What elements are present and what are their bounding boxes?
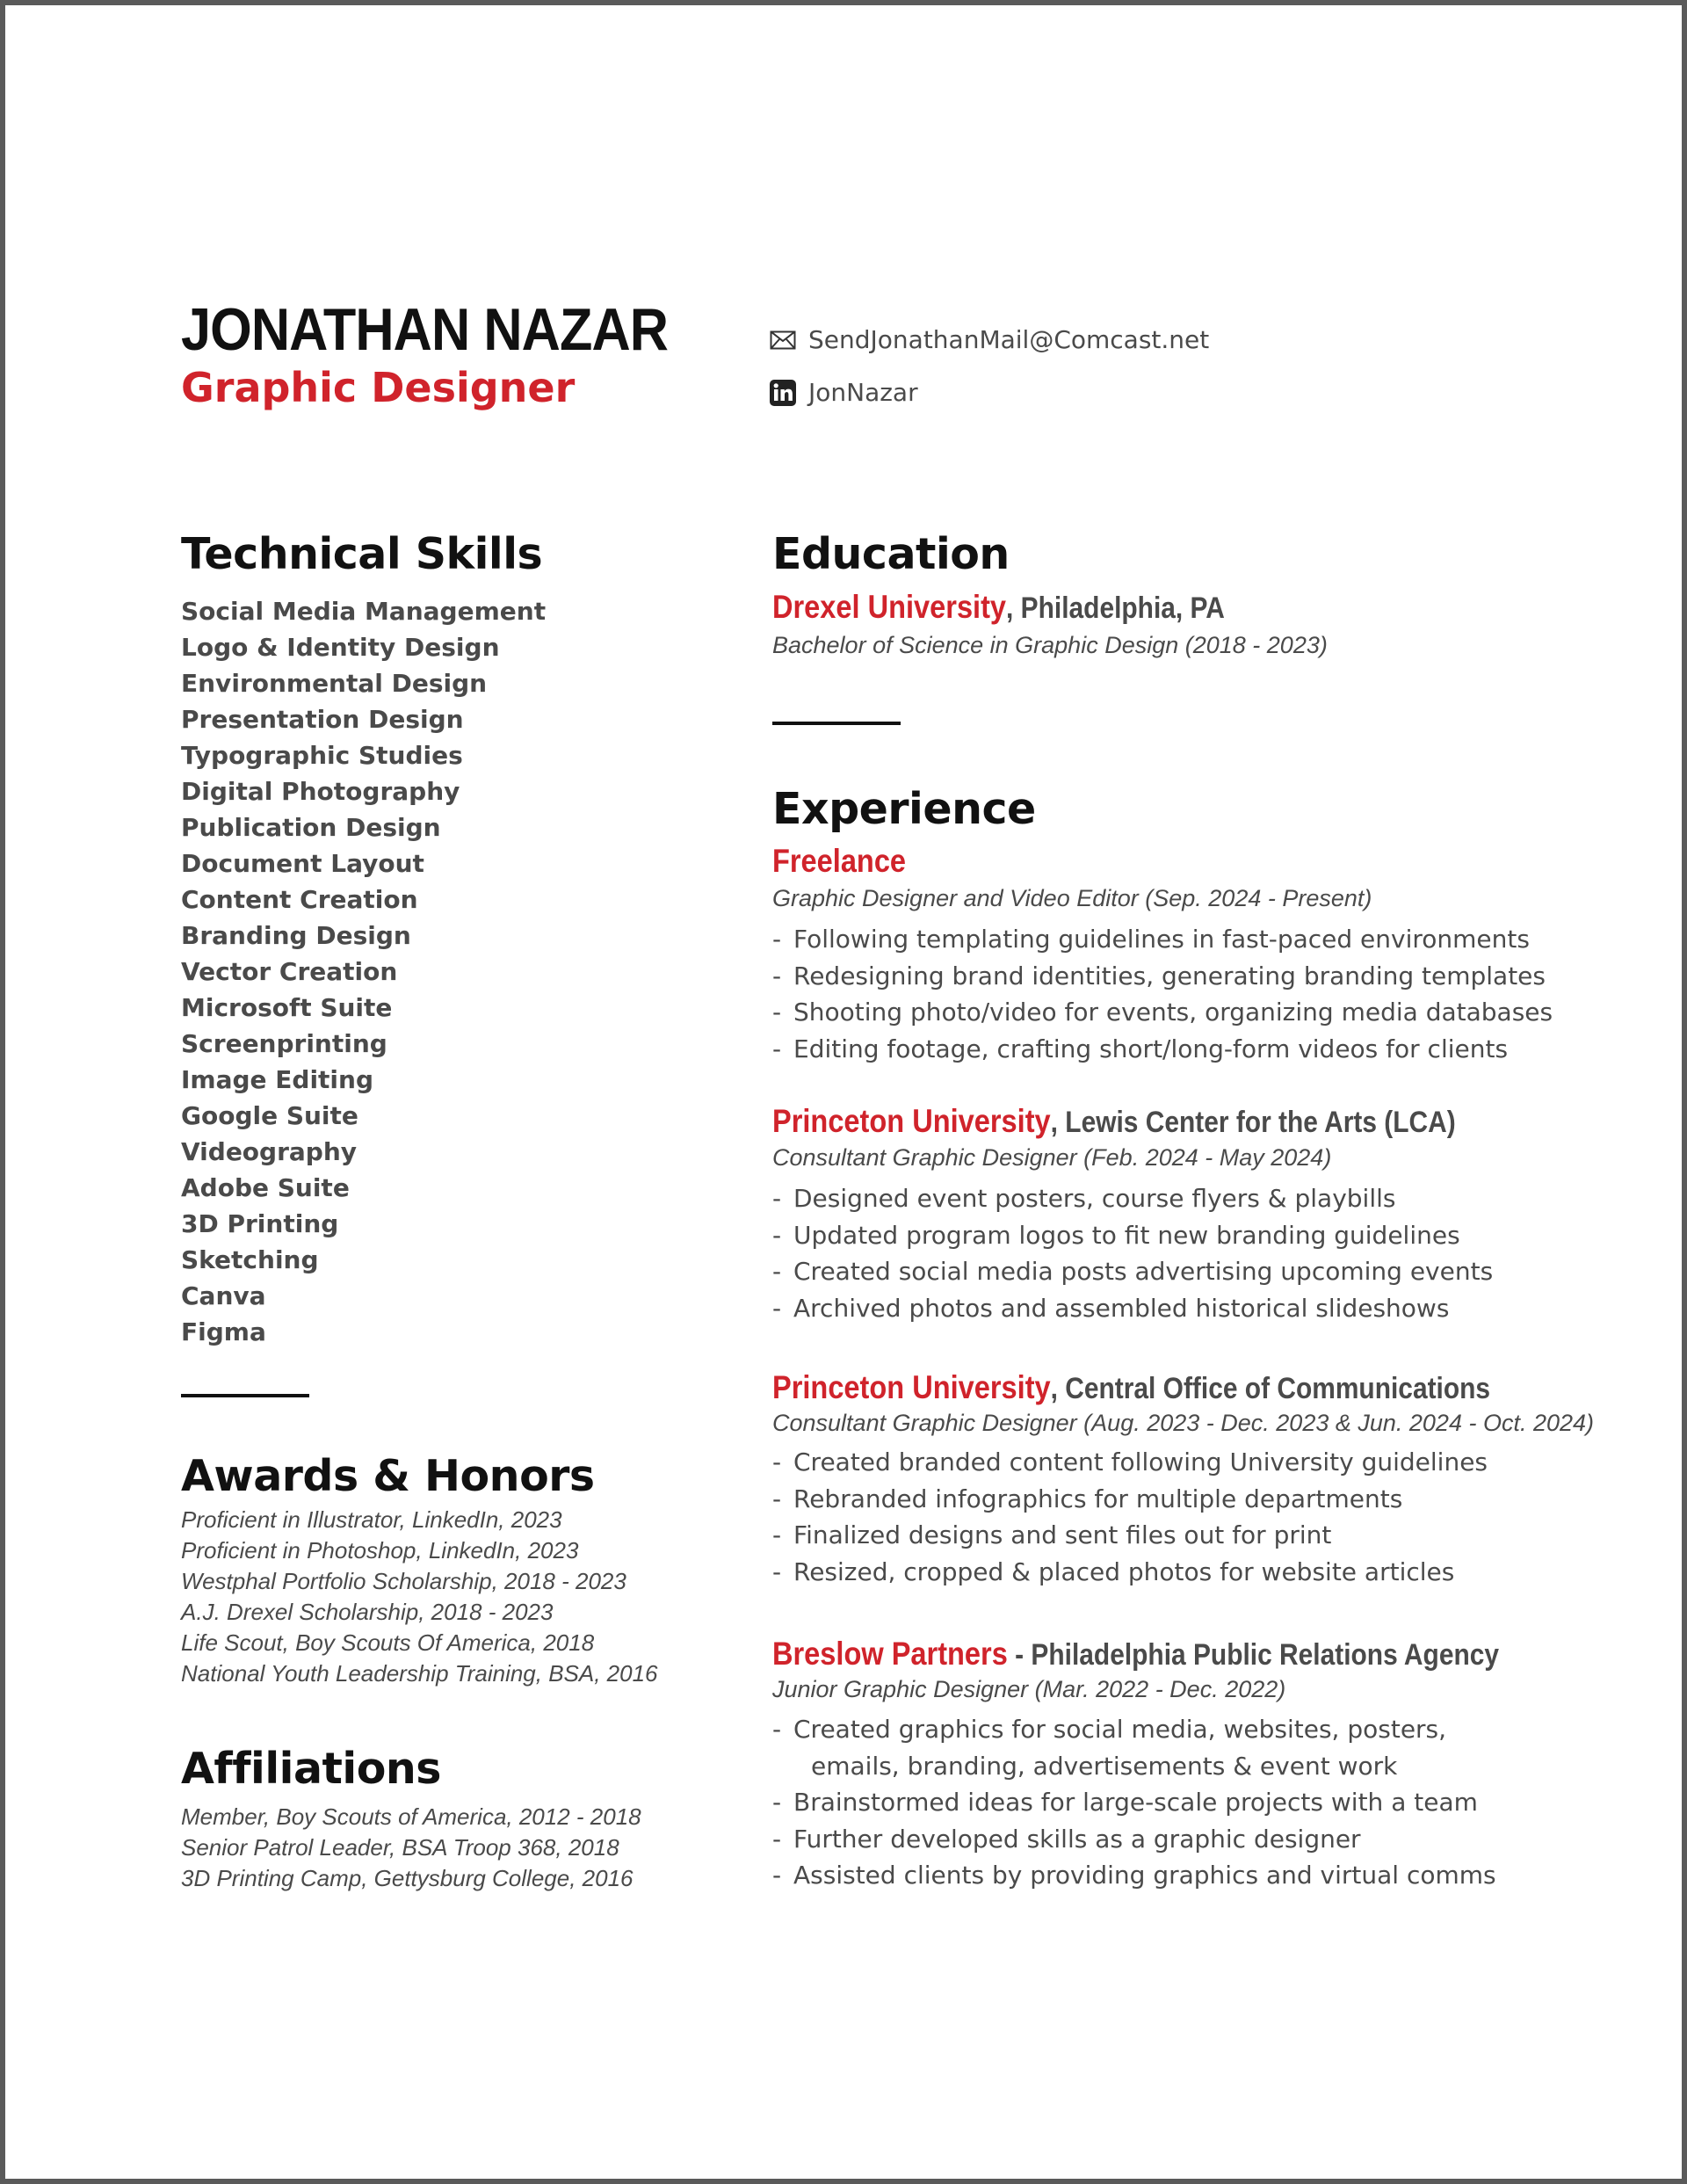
list-item: Environmental Design: [181, 669, 488, 698]
list-item: Senior Patrol Leader, BSA Troop 368, 2018: [181, 1834, 619, 1861]
list-item: Microsoft Suite: [181, 993, 393, 1022]
org-name: Princeton University: [772, 1103, 1051, 1139]
job-bullets: [772, 1444, 1488, 1590]
affiliations-heading: Affiliations: [181, 1744, 441, 1794]
job-bullets: [772, 921, 1553, 1067]
list-item: Proficient in Photoshop, LinkedIn, 2023: [181, 1537, 579, 1564]
skills-heading: Technical Skills: [181, 529, 543, 579]
list-item: 3D Printing: [181, 1209, 339, 1238]
list-item: Adobe Suite: [181, 1173, 350, 1202]
job-role: Graphic Designer and Video Editor (Sep. 2024 - Present): [772, 885, 1372, 911]
job-role: Junior Graphic Designer (Mar. 2022 - Dec. 2022): [772, 1676, 1286, 1702]
list-item: - Resized, cropped & placed photos for website articles: [772, 1556, 1455, 1586]
list-item: - Created branded content following University guidelines: [772, 1448, 1488, 1477]
list-item: Digital Photography: [181, 777, 460, 806]
awards-heading: Awards & Honors: [181, 1451, 595, 1501]
section-divider: [181, 1394, 309, 1397]
list-item: Member, Boy Scouts of America, 2012 - 2018: [181, 1803, 641, 1830]
list-item: Document Layout: [181, 849, 424, 878]
list-item: Canva: [181, 1281, 266, 1310]
list-item: Videography: [181, 1137, 358, 1166]
candidate-name: JONATHAN NAZAR: [181, 296, 669, 363]
list-item: Screenprinting: [181, 1029, 387, 1058]
list-item: - Further developed skills as a graphic designer: [772, 1824, 1361, 1854]
list-item: National Youth Leadership Training, BSA, 2016: [181, 1660, 658, 1687]
education-heading: Education: [772, 529, 1010, 579]
experience-heading: Experience: [772, 784, 1036, 834]
list-item: - Brainstormed ideas for large-scale projects with a team: [772, 1788, 1478, 1817]
list-item: - Editing footage, crafting short/long-form videos for clients: [772, 1034, 1509, 1063]
candidate-title: Graphic Designer: [181, 364, 576, 411]
list-item: Proficient in Illustrator, LinkedIn, 2023: [181, 1506, 562, 1533]
org-suffix: , Lewis Center for the Arts (LCA): [1050, 1106, 1456, 1139]
section-divider: [772, 722, 901, 725]
school-location: , Philadelphia, PA: [1006, 591, 1225, 625]
job-org: [772, 843, 906, 880]
list-item: - Archived photos and assembled historical slideshows: [772, 1293, 1450, 1323]
list-item: - Rebranded infographics for multiple departments: [772, 1484, 1403, 1513]
list-item: Logo & Identity Design: [181, 633, 500, 662]
list-item: - Following templating guidelines in fast-paced environments: [772, 925, 1530, 954]
job-role: Consultant Graphic Designer (Aug. 2023 - Dec. 2023 & Jun. 2024 - Oct. 2024): [772, 1410, 1595, 1436]
list-item: Presentation Design: [181, 705, 464, 734]
skills-list: [181, 593, 546, 1350]
list-item: Vector Creation: [181, 957, 398, 986]
list-item: Image Editing: [181, 1065, 373, 1094]
org-name: Princeton University: [772, 1369, 1051, 1405]
list-item: Sketching: [181, 1245, 319, 1274]
list-item: Branding Design: [181, 921, 411, 950]
list-item: - Updated program logos to fit new branding guidelines: [772, 1220, 1460, 1250]
job-role: Consultant Graphic Designer (Feb. 2024 - May 2024): [772, 1144, 1332, 1171]
education-school: [772, 589, 1225, 626]
list-item: - Designed event posters, course flyers & playbills: [772, 1184, 1396, 1213]
awards-list: [181, 1505, 658, 1689]
org-suffix: - Philadelphia Public Relations Agency: [1007, 1638, 1500, 1672]
job-org: [772, 1103, 1456, 1140]
envelope-icon: [770, 330, 800, 350]
list-item: Publication Design: [181, 813, 441, 842]
list-item: - Created social media posts advertising upcoming events: [772, 1257, 1494, 1286]
list-item: Google Suite: [181, 1101, 358, 1130]
org-name: Freelance: [772, 843, 907, 879]
org-name: Breslow Partners: [772, 1636, 1008, 1672]
linkedin-icon: [770, 380, 800, 406]
list-item: Social Media Management: [181, 597, 547, 626]
list-item: Content Creation: [181, 885, 418, 914]
list-item: - Shooting photo/video for events, organizing media databases: [772, 998, 1553, 1027]
list-item: - Assisted clients by providing graphics and virtual comms: [772, 1861, 1496, 1890]
org-suffix: , Central Office of Communications: [1050, 1372, 1491, 1405]
email-contact[interactable]: [770, 325, 1209, 354]
list-item: emails, branding, advertisements & event work: [811, 1751, 1398, 1781]
affiliations-list: [181, 1802, 641, 1894]
list-item: A.J. Drexel Scholarship, 2018 - 2023: [181, 1599, 554, 1625]
education-degree: Bachelor of Science in Graphic Design (2018 - 2023): [772, 632, 1328, 658]
job-org: [772, 1369, 1490, 1406]
list-item: Life Scout, Boy Scouts Of America, 2018: [181, 1629, 595, 1656]
linkedin-contact[interactable]: [770, 378, 918, 407]
list-item: Westphal Portfolio Scholarship, 2018 - 2023: [181, 1568, 626, 1594]
list-item: - Finalized designs and sent files out for print: [772, 1520, 1332, 1549]
list-item: 3D Printing Camp, Gettysburg College, 2016: [181, 1865, 634, 1891]
list-item: - Redesigning brand identities, generating branding templates: [772, 961, 1546, 990]
list-item: - Created graphics for social media, websites, posters,: [772, 1715, 1447, 1744]
list-item: Figma: [181, 1317, 266, 1346]
email-address[interactable]: SendJonathanMail@Comcast.net: [808, 325, 1210, 354]
linkedin-handle[interactable]: JonNazar: [808, 378, 918, 407]
job-bullets: [772, 1711, 1496, 1894]
school-name: Drexel University: [772, 589, 1007, 625]
job-bullets: [772, 1180, 1493, 1326]
job-org: [772, 1636, 1499, 1672]
list-item: Typographic Studies: [181, 741, 463, 770]
